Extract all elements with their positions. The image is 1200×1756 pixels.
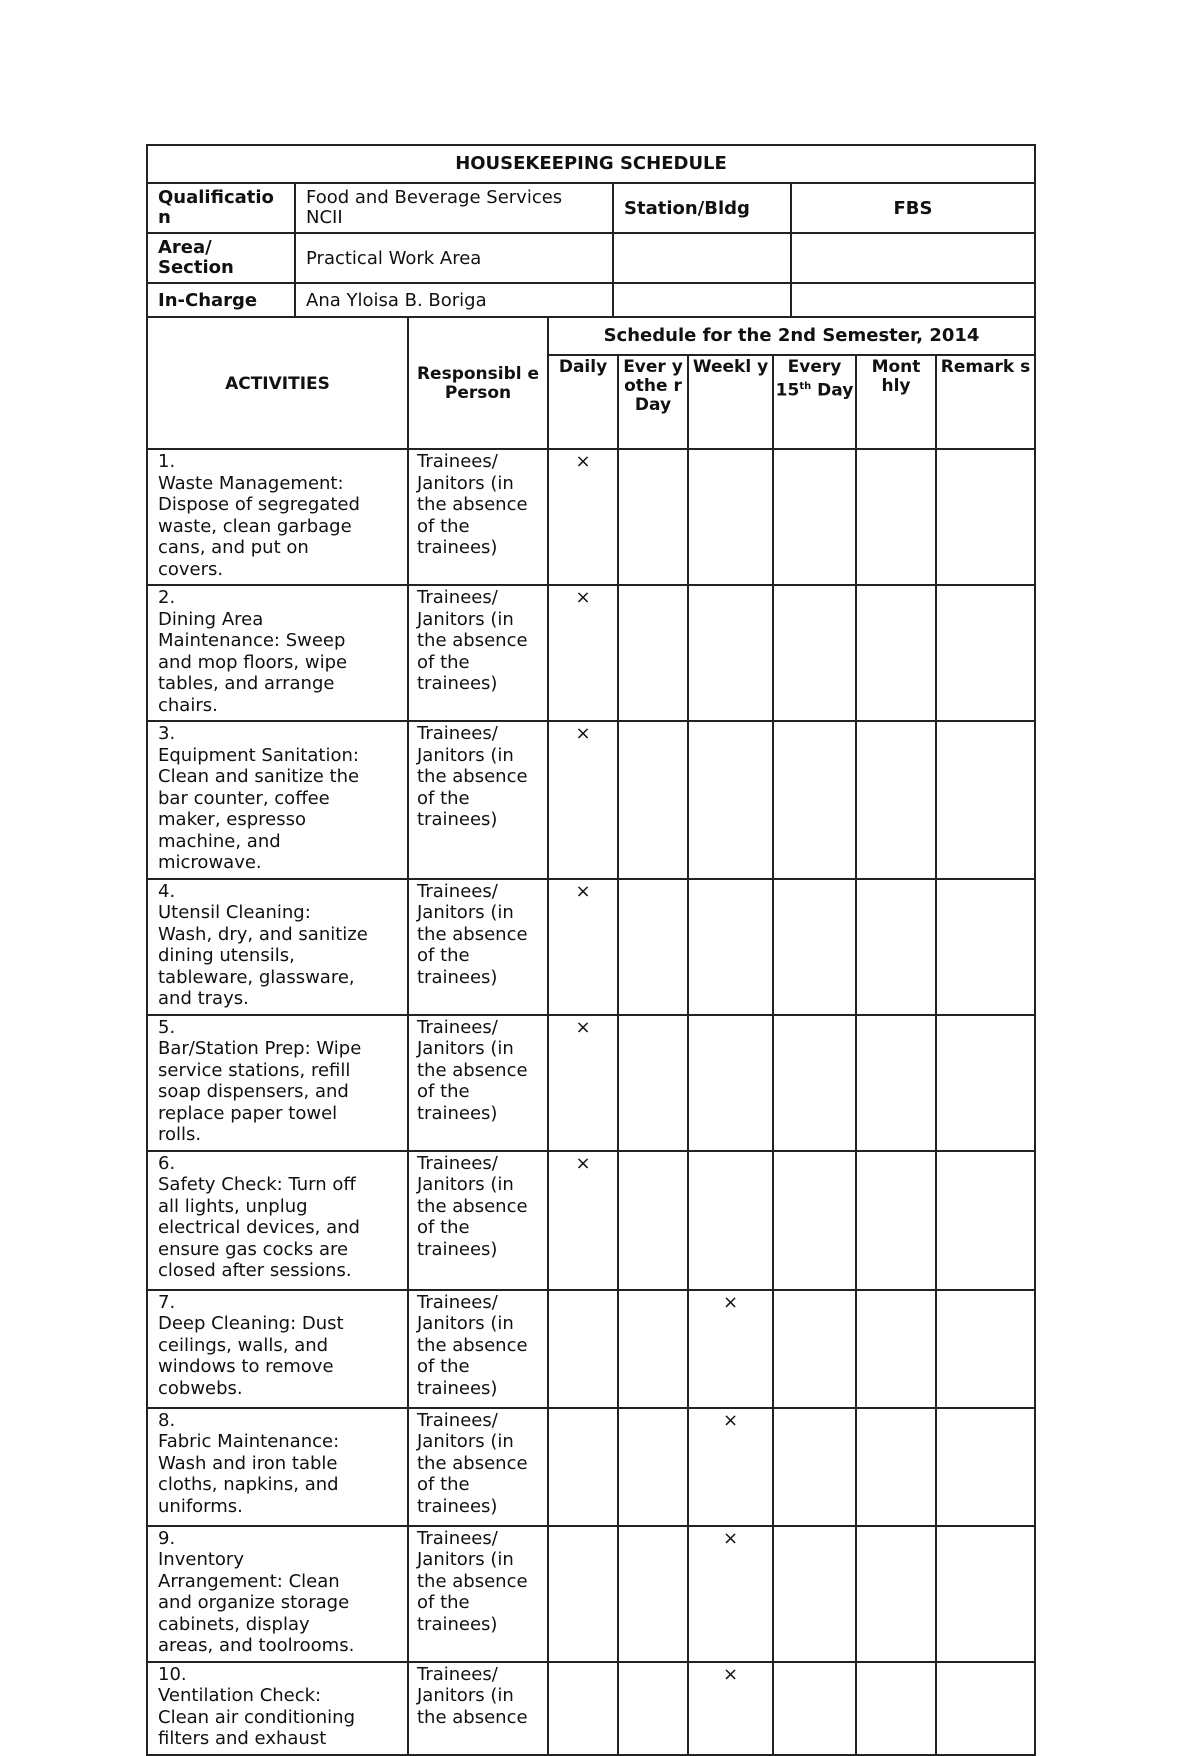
- remarks-cell: [936, 1408, 1035, 1526]
- responsible-line: trainees): [417, 537, 498, 558]
- table-row: [147, 1015, 1035, 1151]
- daily-mark: ×: [548, 585, 618, 721]
- schedule-document: [146, 144, 1034, 1756]
- responsible-cell: [408, 1151, 548, 1290]
- daily-mark: [548, 1408, 618, 1526]
- responsible-line: of the: [417, 1217, 470, 1238]
- incharge-empty-cell-1: [613, 283, 791, 317]
- monthly-mark: [856, 1151, 936, 1290]
- responsible-line: trainees): [417, 673, 498, 694]
- monthly-mark: [856, 1015, 936, 1151]
- monthly-mark: [856, 1662, 936, 1755]
- every-other-day-mark: [618, 1151, 688, 1290]
- responsible-line: the absence: [417, 1570, 528, 1592]
- remarks-cell: [936, 1290, 1035, 1408]
- daily-mark: ×: [548, 879, 618, 1015]
- responsible-column-header: Responsibl e Person: [408, 318, 548, 449]
- remarks-cell: [936, 1662, 1035, 1755]
- responsible-line: Trainees/: [417, 1016, 498, 1038]
- activity-number: 5.: [158, 1016, 176, 1038]
- table-row: [147, 1290, 1035, 1408]
- remarks-cell: [936, 879, 1035, 1015]
- responsible-line: Janitors (in: [417, 1685, 514, 1706]
- every-other-day-mark: [618, 1015, 688, 1151]
- daily-mark: ×: [548, 721, 618, 879]
- table-row: [147, 1526, 1035, 1662]
- responsible-line: Janitors (in: [417, 472, 514, 494]
- responsible-cell: [408, 879, 548, 1015]
- responsible-line: the absence: [417, 494, 528, 515]
- every-15th-day-mark: [773, 1408, 856, 1526]
- every-15th-day-mark: [773, 449, 856, 585]
- remarks-cell: [936, 1526, 1035, 1662]
- table-row: [147, 879, 1035, 1015]
- remarks-column-header: Remark s: [936, 355, 1035, 449]
- every-other-day-column-header: Ever y othe r Day: [618, 355, 688, 449]
- every-other-day-mark: [618, 879, 688, 1015]
- responsible-line: of the: [417, 1474, 470, 1495]
- daily-mark: ×: [548, 449, 618, 585]
- weekly-mark: [688, 721, 773, 879]
- monthly-mark: [856, 721, 936, 879]
- document-title: HOUSEKEEPING SCHEDULE: [147, 145, 1035, 183]
- activities-column-header: ACTIVITIES: [147, 318, 408, 449]
- weekly-mark: [688, 1015, 773, 1151]
- every-other-day-mark: [618, 1290, 688, 1408]
- responsible-line: Janitors (in: [417, 608, 514, 630]
- remarks-cell: [936, 449, 1035, 585]
- activity-number: 10.: [158, 1663, 187, 1685]
- responsible-line: Janitors (in: [417, 1431, 514, 1452]
- activity-text: Bar/Station Prep: Wipe service stations, refill soap dispensers, and replace paper towel rolls.: [158, 1038, 362, 1145]
- responsible-line: Janitors (in: [417, 1174, 514, 1195]
- responsible-line: of the: [417, 515, 470, 537]
- responsible-line: Trainees/: [417, 587, 498, 608]
- activity-cell: [147, 1662, 408, 1755]
- area-empty-cell-2: [791, 233, 1035, 283]
- activity-number: 9.: [158, 1527, 176, 1549]
- every-15th-day-column-header: Every 15th Day: [773, 355, 856, 449]
- remarks-cell: [936, 721, 1035, 879]
- responsible-line: trainees): [417, 809, 498, 830]
- weekly-mark: [688, 585, 773, 721]
- activity-number: 1.: [158, 451, 176, 472]
- monthly-column-header: Mont hly: [856, 355, 936, 449]
- responsible-line: the absence: [417, 1706, 528, 1728]
- every-other-day-mark: [618, 1526, 688, 1662]
- activity-number: 3.: [158, 723, 176, 744]
- responsible-line: trainees): [417, 966, 498, 988]
- remarks-cell: [936, 1151, 1035, 1290]
- responsible-line: trainees): [417, 1377, 498, 1399]
- activity-text: Ventilation Check: Clean air conditioning filters and exhaust: [158, 1685, 356, 1749]
- activity-text: Inventory Arrangement: Clean and organize storage cabinets, display areas, and toolrooms.: [158, 1549, 355, 1656]
- qualification-value: Food and Beverage Services NCII: [295, 183, 613, 233]
- monthly-mark: [856, 1408, 936, 1526]
- activity-number: 8.: [158, 1409, 176, 1431]
- responsible-cell: [408, 1290, 548, 1408]
- table-row: [147, 1662, 1035, 1755]
- responsible-line: of the: [417, 945, 470, 966]
- every-other-day-mark: [618, 1662, 688, 1755]
- activity-number: 2.: [158, 587, 176, 608]
- responsible-cell: [408, 449, 548, 585]
- table-row: [147, 1408, 1035, 1526]
- every-15th-day-mark: [773, 1662, 856, 1755]
- responsible-line: Trainees/: [417, 1527, 498, 1549]
- activity-number: 6.: [158, 1152, 176, 1174]
- responsible-cell: [408, 1526, 548, 1662]
- every-other-day-mark: [618, 1408, 688, 1526]
- table-row: [147, 449, 1035, 585]
- responsible-line: Janitors (in: [417, 1038, 514, 1059]
- responsible-line: Trainees/: [417, 1291, 498, 1313]
- responsible-cell: [408, 721, 548, 879]
- monthly-mark: [856, 879, 936, 1015]
- every-15th-day-mark: [773, 1151, 856, 1290]
- every-15th-day-mark: [773, 1290, 856, 1408]
- responsible-line: Trainees/: [417, 723, 498, 744]
- area-label: Area/ Section: [147, 233, 295, 283]
- daily-mark: [548, 1290, 618, 1408]
- activity-text: Fabric Maintenance: Wash and iron table cloths, napkins, and uniforms.: [158, 1431, 340, 1517]
- station-value: FBS: [791, 183, 1035, 233]
- activity-text: Utensil Cleaning: Wash, dry, and sanitize dining utensils, tableware, glassware, and trays.: [158, 902, 368, 1009]
- remarks-cell: [936, 1015, 1035, 1151]
- weekly-mark: ×: [688, 1408, 773, 1526]
- responsible-line: Janitors (in: [417, 744, 514, 766]
- responsible-line: trainees): [417, 1238, 498, 1260]
- monthly-mark: [856, 449, 936, 585]
- every-other-day-mark: [618, 449, 688, 585]
- every-15th-day-mark: [773, 879, 856, 1015]
- daily-mark: [548, 1526, 618, 1662]
- every-15th-day-mark: [773, 1015, 856, 1151]
- responsible-cell: [408, 1662, 548, 1755]
- every-15th-day-mark: [773, 1526, 856, 1662]
- remarks-cell: [936, 585, 1035, 721]
- responsible-line: Trainees/: [417, 880, 498, 902]
- responsible-line: of the: [417, 1592, 470, 1613]
- responsible-line: Trainees/: [417, 1409, 498, 1431]
- activity-text: Equipment Sanitation: Clean and sanitize the bar counter, coffee maker, espresso machine, and microwave.: [158, 744, 360, 873]
- responsible-line: Janitors (in: [417, 1313, 514, 1334]
- responsible-line: the absence: [417, 923, 528, 945]
- activity-cell: [147, 1526, 408, 1662]
- incharge-label: In-Charge: [147, 283, 295, 317]
- responsible-cell: [408, 1015, 548, 1151]
- activity-text: Waste Management: Dispose of segregated waste, clean garbage cans, and put on covers.: [158, 472, 360, 580]
- activity-cell: [147, 585, 408, 721]
- responsible-line: of the: [417, 651, 470, 673]
- responsible-line: of the: [417, 1081, 470, 1102]
- activity-cell: [147, 1015, 408, 1151]
- activity-number: 4.: [158, 880, 176, 902]
- responsible-line: trainees): [417, 1495, 498, 1517]
- weekly-mark: ×: [688, 1526, 773, 1662]
- weekly-mark: ×: [688, 1662, 773, 1755]
- responsible-line: the absence: [417, 630, 528, 651]
- station-label: Station/Bldg: [613, 183, 791, 233]
- responsible-line: the absence: [417, 766, 528, 787]
- activity-number: 7.: [158, 1291, 176, 1313]
- schedule-title: Schedule for the 2nd Semester, 2014: [548, 318, 1035, 355]
- daily-mark: ×: [548, 1151, 618, 1290]
- responsible-line: trainees): [417, 1613, 498, 1635]
- responsible-line: the absence: [417, 1195, 528, 1217]
- responsible-line: the absence: [417, 1059, 528, 1081]
- every-other-day-mark: [618, 721, 688, 879]
- every-15th-day-mark: [773, 721, 856, 879]
- monthly-mark: [856, 1290, 936, 1408]
- area-empty-cell-1: [613, 233, 791, 283]
- activity-cell: [147, 879, 408, 1015]
- incharge-value: Ana Yloisa B. Boriga: [295, 283, 613, 317]
- responsible-line: Trainees/: [417, 1663, 498, 1685]
- weekly-column-header: Weekl y: [688, 355, 773, 449]
- responsible-line: Janitors (in: [417, 902, 514, 923]
- responsible-line: of the: [417, 1356, 470, 1377]
- activity-cell: [147, 721, 408, 879]
- activity-cell: [147, 1290, 408, 1408]
- responsible-line: Trainees/: [417, 1152, 498, 1174]
- every-other-day-mark: [618, 585, 688, 721]
- incharge-empty-cell-2: [791, 283, 1035, 317]
- activity-text: Dining Area Maintenance: Sweep and mop floors, wipe tables, and arrange chairs.: [158, 608, 348, 716]
- responsible-line: of the: [417, 787, 470, 809]
- daily-column-header: Daily: [548, 355, 618, 449]
- responsible-line: Janitors (in: [417, 1549, 514, 1570]
- monthly-mark: [856, 1526, 936, 1662]
- weekly-mark: [688, 449, 773, 585]
- responsible-line: trainees): [417, 1102, 498, 1124]
- header-table: [146, 144, 1036, 318]
- activity-text: Safety Check: Turn off all lights, unplug electrical devices, and ensure gas cocks are closed after sessions.: [158, 1174, 360, 1281]
- daily-mark: ×: [548, 1015, 618, 1151]
- weekly-mark: ×: [688, 1290, 773, 1408]
- responsible-cell: [408, 1408, 548, 1526]
- table-row: [147, 585, 1035, 721]
- weekly-mark: [688, 1151, 773, 1290]
- responsible-line: Trainees/: [417, 451, 498, 472]
- monthly-mark: [856, 585, 936, 721]
- responsible-line: the absence: [417, 1452, 528, 1474]
- activity-cell: [147, 1151, 408, 1290]
- responsible-cell: [408, 585, 548, 721]
- table-row: [147, 721, 1035, 879]
- daily-mark: [548, 1662, 618, 1755]
- qualification-label: Qualificatio n: [147, 183, 295, 233]
- activity-rows: [147, 449, 1035, 1755]
- table-row: [147, 1151, 1035, 1290]
- weekly-mark: [688, 879, 773, 1015]
- responsible-line: the absence: [417, 1334, 528, 1356]
- area-value: Practical Work Area: [295, 233, 613, 283]
- activity-cell: [147, 449, 408, 585]
- activities-table: [146, 318, 1036, 1756]
- every-15th-day-mark: [773, 585, 856, 721]
- activity-cell: [147, 1408, 408, 1526]
- activity-text: Deep Cleaning: Dust ceilings, walls, and windows to remove cobwebs.: [158, 1313, 344, 1399]
